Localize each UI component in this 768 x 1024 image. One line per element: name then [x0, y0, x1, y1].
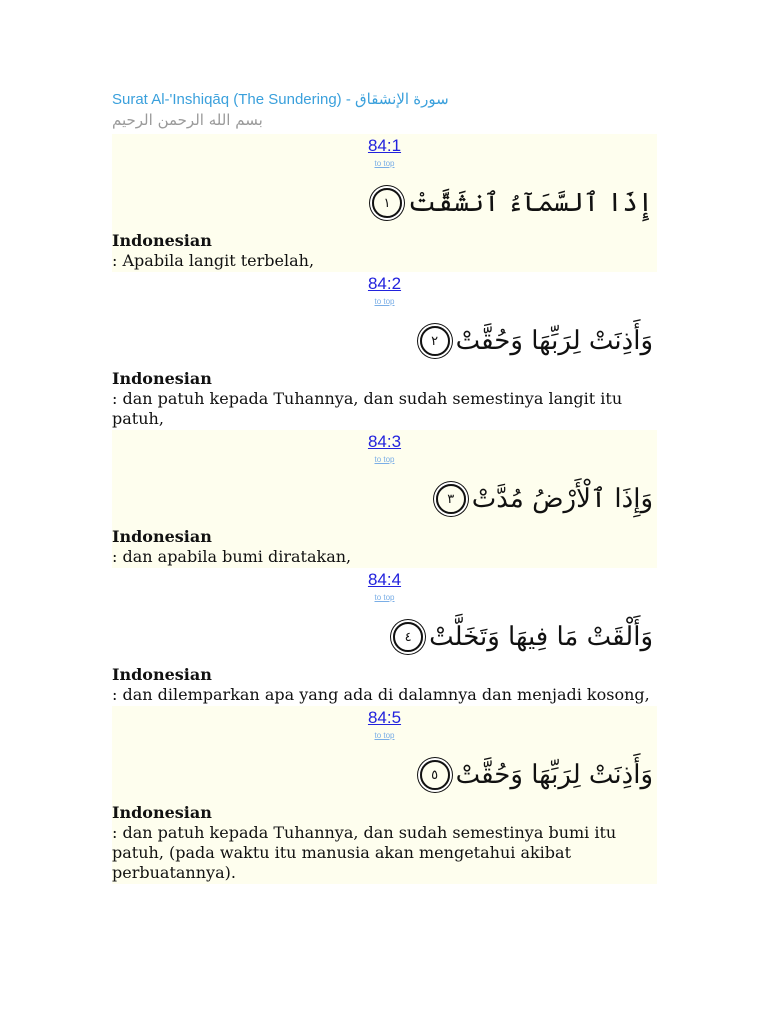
verse-ref-link[interactable]: 84:4: [367, 570, 402, 589]
surah-title: Surat Al-'Inshiqāq (The Sundering) - سورة الإنشقاق: [112, 91, 449, 108]
arabic-verse: [436, 484, 653, 514]
ayah-number-icon: ٢: [420, 326, 450, 356]
to-top-link[interactable]: to top: [374, 731, 395, 740]
ayah-number-icon: ٤: [393, 622, 423, 652]
to-top-link[interactable]: to top: [374, 593, 395, 602]
bismillah: بسم الله الرحمن الرحيم: [112, 111, 263, 129]
arabic-verse: [420, 760, 653, 790]
translation-text: : dan dilemparkan apa yang ada di dalamnya dan menjadi kosong,: [112, 685, 650, 704]
verse-ref-link[interactable]: 84:2: [367, 274, 402, 293]
language-label: Indonesian: [112, 231, 212, 250]
verse-block: [112, 568, 657, 706]
translation-text: : dan apabila bumi diratakan,: [112, 547, 352, 566]
language-label: Indonesian: [112, 665, 212, 684]
translation-text: : dan patuh kepada Tuhannya, dan sudah semestinya bumi itu patuh, (pada waktu itu manusia akan mengetahui akibat perbuatannya).: [112, 823, 617, 882]
arabic-text: وَأَلْقَتْ مَا فِيهَا وَتَخَلَّتْ: [429, 622, 653, 652]
arabic-text: وَأَذِنَتْ لِرَبِّهَا وَحُقَّتْ: [455, 760, 653, 790]
ayah-number-icon: ١: [372, 188, 402, 218]
to-top-link[interactable]: to top: [374, 455, 395, 464]
arabic-row: [112, 308, 657, 368]
ayah-number-icon: ٥: [420, 760, 450, 790]
verse-block: [112, 430, 657, 568]
translation-text: : dan patuh kepada Tuhannya, dan sudah semestinya langit itu patuh,: [112, 389, 623, 428]
arabic-text: إِذَا ٱلسَّمَآءُ ٱنشَقَّتْ: [407, 188, 653, 218]
language-label: Indonesian: [112, 803, 212, 822]
verse-block: [112, 706, 657, 884]
verse-block: [112, 134, 657, 272]
to-top-link[interactable]: to top: [374, 297, 395, 306]
arabic-verse: [393, 622, 653, 652]
ayah-number-icon: ٣: [436, 484, 466, 514]
verse-ref-link[interactable]: 84:5: [367, 708, 402, 727]
arabic-text: وَإِذَا ٱلْأَرْضُ مُدَّتْ: [471, 484, 653, 514]
language-label: Indonesian: [112, 369, 212, 388]
arabic-verse: [372, 188, 653, 218]
arabic-row: [112, 604, 657, 664]
verse-block: [112, 272, 657, 430]
arabic-row: [112, 170, 657, 230]
verse-ref-link[interactable]: 84:3: [367, 432, 402, 451]
arabic-text: وَأَذِنَتْ لِرَبِّهَا وَحُقَّتْ: [455, 326, 653, 356]
arabic-row: [112, 466, 657, 526]
document: [112, 90, 657, 884]
verse-ref-link[interactable]: 84:1: [367, 136, 402, 155]
language-label: Indonesian: [112, 527, 212, 546]
to-top-link[interactable]: to top: [374, 159, 395, 168]
translation-text: : Apabila langit terbelah,: [112, 251, 315, 270]
arabic-row: [112, 742, 657, 802]
arabic-verse: [420, 326, 653, 356]
